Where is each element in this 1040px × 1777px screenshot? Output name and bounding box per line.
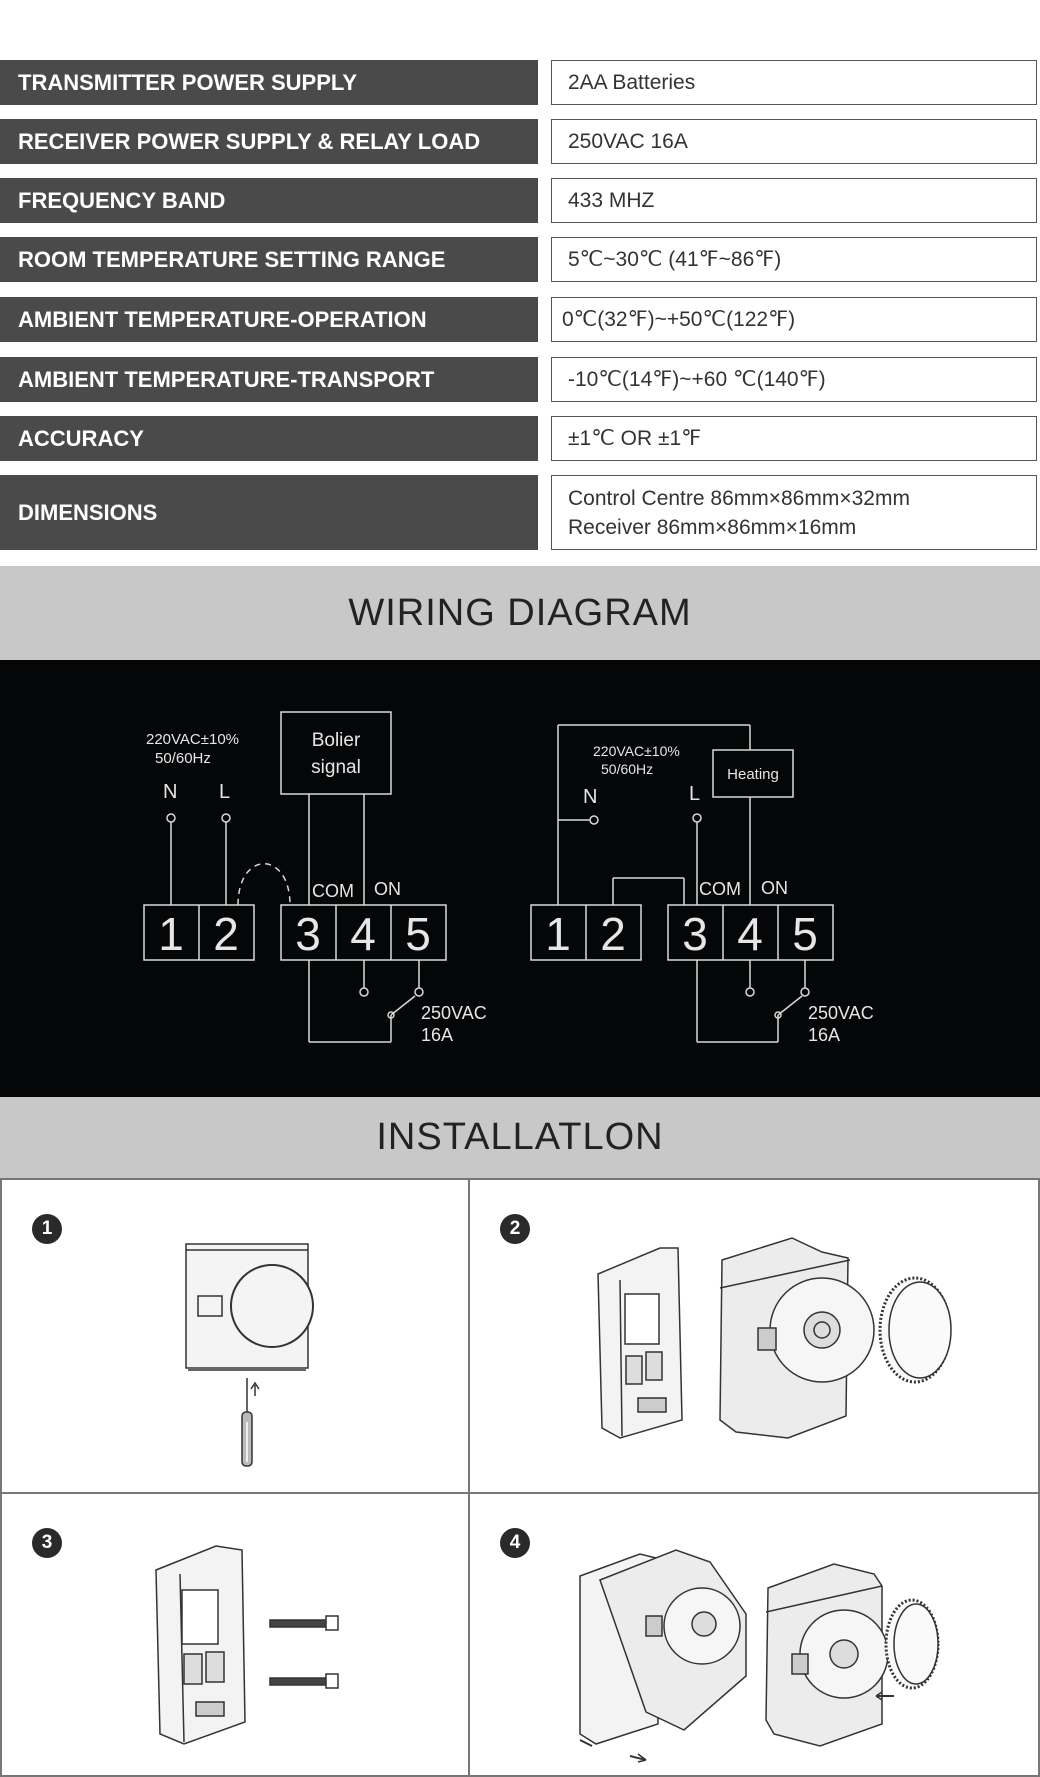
neutral-label: N [163, 781, 178, 803]
spec-value-line: Receiver 86mm×86mm×16mm [568, 515, 857, 539]
com-label: COM [699, 879, 741, 899]
spec-value: ±1℃ OR ±1℉ [551, 416, 1037, 461]
terminal-number: 2 [600, 908, 626, 960]
terminal-number: 1 [158, 908, 184, 960]
frequency-label: 50/60Hz [155, 750, 211, 767]
spec-row [0, 119, 1040, 164]
spec-row [0, 357, 1040, 402]
spec-value: 433 MHZ [551, 178, 1037, 223]
mounting-illustration [2, 1494, 468, 1775]
spec-row [0, 178, 1040, 223]
wiring-diagram-title: WIRING DIAGRAM [0, 566, 1040, 660]
terminal-number: 1 [545, 908, 571, 960]
assembly-illustration [470, 1494, 1038, 1775]
spec-label: ACCURACY [0, 416, 538, 461]
spec-value: 250VAC 16A [551, 119, 1037, 164]
signal-label: signal [311, 757, 361, 778]
load-voltage-label: 250VAC [808, 1003, 874, 1023]
wiring-diagram-svg [0, 660, 1040, 1097]
spec-label: FREQUENCY BAND [0, 178, 538, 223]
load-current-label: 16A [808, 1025, 841, 1045]
spec-row [0, 475, 1040, 550]
spec-label: ROOM TEMPERATURE SETTING RANGE [0, 237, 538, 282]
installation-step [0, 1492, 470, 1777]
live-label: L [219, 781, 231, 803]
step-number: 2 [500, 1214, 530, 1244]
terminal-number: 4 [350, 908, 376, 960]
terminal-number: 4 [737, 908, 763, 960]
boiler-signal-box [281, 712, 391, 794]
com-label: COM [312, 881, 354, 901]
on-label: ON [761, 878, 788, 898]
step-number: 1 [32, 1214, 62, 1244]
spec-value-line: Control Centre 86mm×86mm×32mm [568, 486, 910, 510]
spec-value: 5℃~30℃ (41℉~86℉) [551, 237, 1037, 282]
terminal-number: 2 [213, 908, 239, 960]
spec-label: AMBIENT TEMPERATURE-OPERATION [0, 297, 538, 342]
spec-value: 0℃(32℉)~+50℃(122℉) [551, 297, 1037, 342]
spec-value: -10℃(14℉)~+60 ℃(140℉) [551, 357, 1037, 402]
step-number: 3 [32, 1528, 62, 1558]
wiring-diagram [0, 660, 1040, 1097]
spec-label: DIMENSIONS [0, 475, 538, 550]
installation-title: INSTALLATLON [0, 1097, 1040, 1178]
spec-row [0, 297, 1040, 342]
load-current-label: 16A [421, 1025, 454, 1045]
spec-row [0, 60, 1040, 105]
boiler-label: Bolier [311, 730, 361, 751]
spec-label: TRANSMITTER POWER SUPPLY [0, 60, 538, 105]
step-number: 4 [500, 1528, 530, 1558]
on-label: ON [374, 879, 401, 899]
installation-step [468, 1492, 1040, 1777]
frequency-label: 50/60Hz [601, 761, 654, 777]
heating-label: Heating [727, 766, 779, 783]
installation-grid [0, 1178, 1040, 1777]
load-voltage-label: 250VAC [421, 1003, 487, 1023]
spec-label: RECEIVER POWER SUPPLY & RELAY LOAD [0, 119, 538, 164]
installation-step [468, 1178, 1040, 1494]
supply-label: 220VAC±10% [593, 743, 680, 759]
supply-label: 220VAC±10% [146, 731, 240, 748]
spec-row [0, 416, 1040, 461]
spec-value: 2AA Batteries [551, 60, 1037, 105]
disassembly-illustration [470, 1180, 1038, 1492]
thermostat-illustration [2, 1180, 468, 1492]
neutral-label: N [583, 786, 598, 808]
terminal-number: 5 [405, 908, 431, 960]
live-label: L [689, 783, 701, 805]
terminal-number: 5 [792, 908, 818, 960]
spec-row [0, 237, 1040, 282]
spec-label: AMBIENT TEMPERATURE-TRANSPORT [0, 357, 538, 402]
spec-value [551, 475, 1037, 550]
terminal-number: 3 [682, 908, 708, 960]
terminal-number: 3 [295, 908, 321, 960]
installation-step [0, 1178, 470, 1494]
